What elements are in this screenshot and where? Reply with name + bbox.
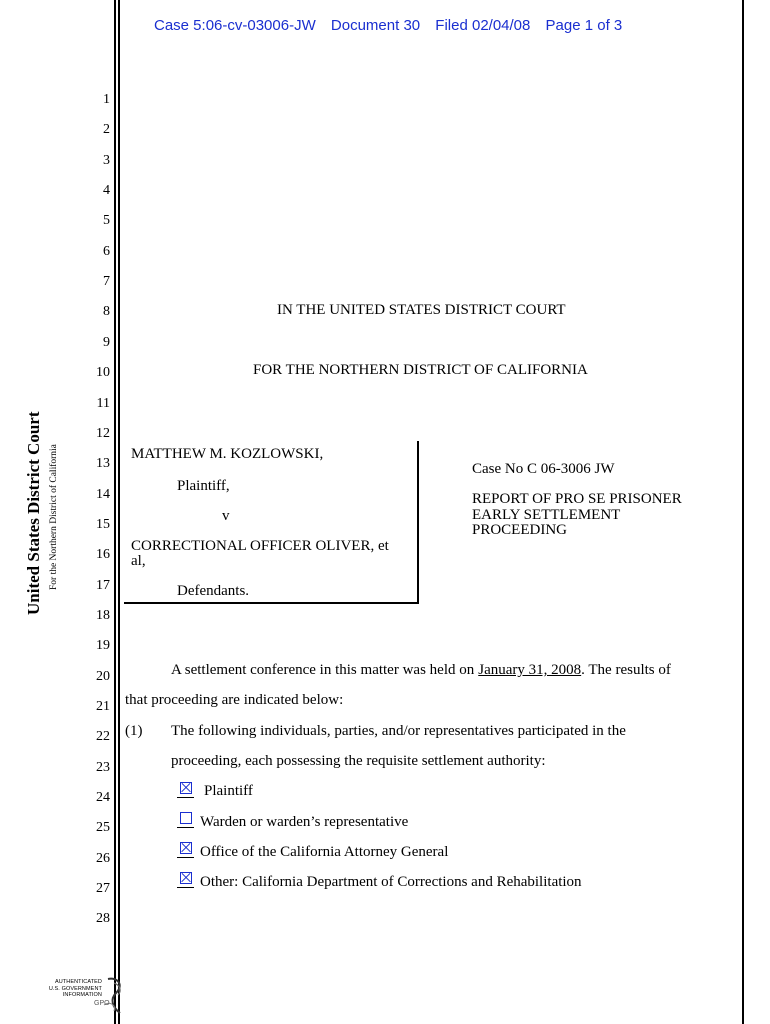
- line-number: 27: [96, 881, 110, 896]
- participant-label: Plaintiff: [204, 783, 253, 799]
- line-number: 8: [103, 304, 110, 319]
- line-number: 28: [96, 911, 110, 926]
- gpo-mark-text: GPO: [94, 1000, 110, 1007]
- paragraph-continuation: . The results of: [581, 662, 671, 678]
- right-margin-rule: [742, 0, 744, 1024]
- item-number: (1): [125, 723, 143, 739]
- line-number: 6: [103, 244, 110, 259]
- line-number: 13: [96, 456, 110, 471]
- line-number: 14: [96, 487, 110, 502]
- left-margin-rule-outer: [114, 0, 116, 1024]
- caption-vertical-rule: [417, 441, 419, 604]
- court-title: IN THE UNITED STATES DISTRICT COURT: [277, 302, 566, 318]
- defendant-label: Defendants.: [177, 583, 250, 599]
- participant-label: Other: California Department of Corrections and Rehabilitation: [200, 874, 582, 890]
- line-number: 3: [103, 153, 110, 168]
- report-title-line-1: REPORT OF PRO SE PRISONER: [472, 491, 682, 507]
- line-number: 11: [96, 396, 110, 411]
- header-filed-date: Filed 02/04/08: [435, 17, 531, 34]
- checkbox-underline: [177, 827, 194, 828]
- filing-header: [154, 17, 633, 34]
- plaintiff-name: MATTHEW M. KOZLOWSKI,: [131, 446, 324, 462]
- line-number: 7: [103, 274, 110, 289]
- line-number: 18: [96, 608, 110, 623]
- gpo-line-2: U.S. GOVERNMENT: [48, 985, 102, 992]
- header-document-number: Document 30: [330, 17, 421, 34]
- line-number: 22: [96, 729, 110, 744]
- report-title-line-3: PROCEEDING: [472, 522, 568, 538]
- plaintiff-label: Plaintiff,: [177, 478, 230, 494]
- participant-checkbox[interactable]: [180, 842, 192, 854]
- line-number: 17: [96, 578, 110, 593]
- item-text-line-2: proceeding, each possessing the requisite settlement authority:: [171, 753, 546, 769]
- line-number: 15: [96, 517, 110, 532]
- participant-label: Warden or warden’s representative: [200, 814, 409, 830]
- gpo-authentication-seal: [42, 975, 128, 1017]
- gpo-line-3: INFORMATION: [62, 992, 102, 998]
- line-number: 19: [96, 638, 110, 653]
- caption-bottom-rule: [124, 602, 419, 604]
- checkbox-underline: [177, 797, 194, 798]
- header-page-number: Page 1 of 3: [545, 17, 623, 34]
- gpo-eagle-icon: [100, 975, 130, 1017]
- line-number: 24: [96, 790, 110, 805]
- line-number: 16: [96, 547, 110, 562]
- case-number: Case No C 06-3006 JW: [472, 461, 615, 477]
- defendant-line-1: CORRECTIONAL OFFICER OLIVER, et: [131, 538, 389, 554]
- defendant-line-2: al,: [131, 553, 146, 569]
- checkbox-underline: [177, 857, 194, 858]
- report-title-line-2: EARLY SETTLEMENT: [472, 507, 621, 523]
- line-number: 25: [96, 820, 110, 835]
- conference-date-text: January 31, 2008: [478, 662, 582, 678]
- participant-label: Office of the California Attorney General: [200, 844, 449, 860]
- line-number: 1: [103, 92, 110, 107]
- line-number: 26: [96, 851, 110, 866]
- line-number: 12: [96, 426, 110, 441]
- participant-checkbox[interactable]: [180, 872, 192, 884]
- line-number: 9: [103, 335, 110, 350]
- sidebar-district-name: For the Northern District of California: [49, 444, 59, 590]
- line-number: 5: [103, 213, 110, 228]
- gpo-seal-text: [42, 979, 102, 999]
- gpo-line-1: AUTHENTICATED: [54, 979, 102, 985]
- district-title: FOR THE NORTHERN DISTRICT OF CALIFORNIA: [253, 362, 588, 378]
- checkbox-underline: [177, 887, 194, 888]
- header-case-number: Case 5:06-cv-03006-JW: [154, 17, 316, 34]
- line-number: 2: [103, 122, 110, 137]
- item-text-line-1: The following individuals, parties, and/or representatives participated in the: [171, 723, 626, 739]
- versus-label: v: [222, 508, 230, 524]
- settlement-paragraph-line-2: that proceeding are indicated below:: [125, 692, 344, 708]
- participant-checkbox[interactable]: [180, 812, 192, 824]
- left-margin-rule-inner: [118, 0, 120, 1024]
- line-number: 21: [96, 699, 110, 714]
- line-number: 4: [103, 183, 110, 198]
- line-number: 10: [96, 365, 110, 380]
- settlement-paragraph-line-1: [171, 662, 671, 679]
- line-number: 23: [96, 760, 110, 775]
- sidebar-court-name: United States District Court: [24, 411, 43, 615]
- paragraph-opening: A settlement conference in this matter was held on: [171, 662, 475, 678]
- line-number: 20: [96, 669, 110, 684]
- conference-date: [474, 662, 581, 678]
- participant-checkbox[interactable]: [180, 782, 192, 794]
